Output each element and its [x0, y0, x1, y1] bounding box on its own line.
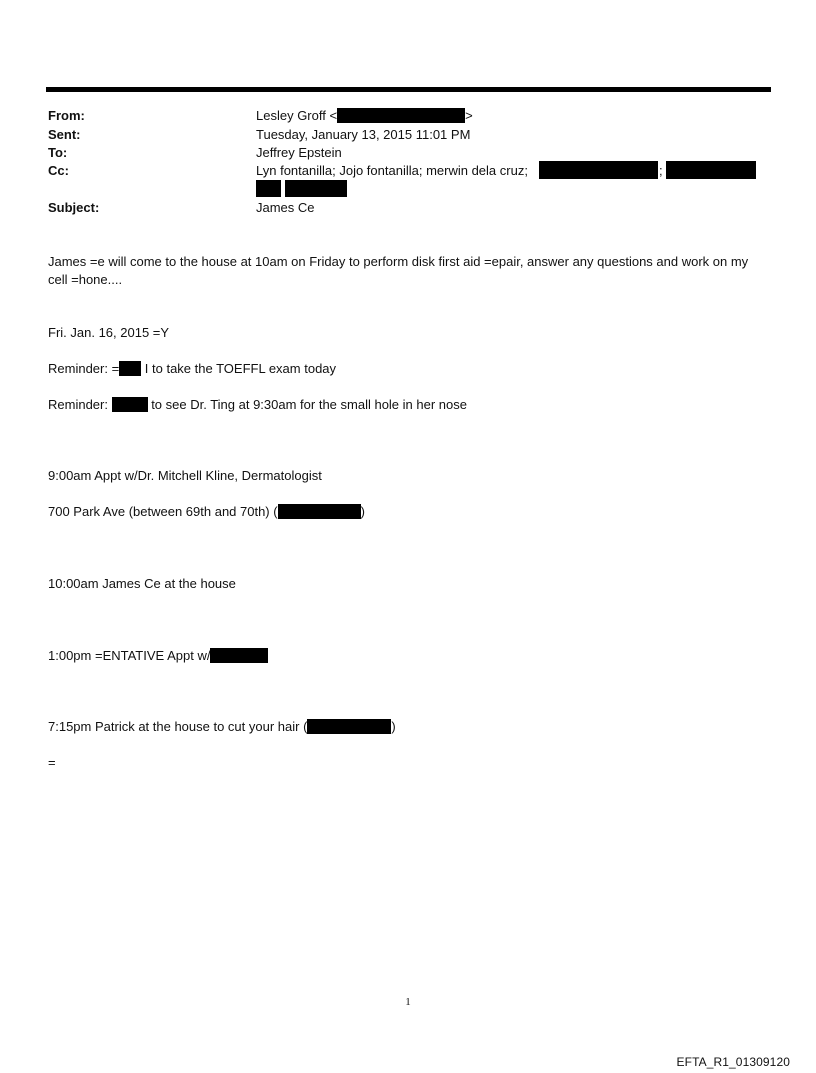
redaction-box: [307, 719, 391, 734]
redaction-box: [278, 504, 361, 519]
cc-separator: ;: [659, 163, 663, 178]
page-number: 1: [405, 996, 411, 1008]
from-name: Lesley Groff <: [256, 108, 338, 123]
reminder-2-prefix: Reminder:: [48, 397, 112, 412]
from-label: From:: [48, 108, 85, 123]
address-text: 700 Park Ave (between 69th and 70th) (: [48, 504, 278, 519]
date-line: Fri. Jan. 16, 2015 =Y: [48, 325, 170, 340]
redaction-box: [119, 361, 141, 376]
subject-label: Subject:: [48, 200, 100, 215]
cc-names: Lyn fontanilla; Jojo fontanilla; merwin dela cruz;: [256, 163, 528, 178]
reminder-line-1: [48, 360, 336, 378]
to-label: To:: [48, 145, 68, 160]
to-value: Jeffrey Epstein: [256, 145, 342, 160]
redaction-box: [337, 108, 465, 123]
appointment-4-text: 7:15pm Patrick at the house to cut your hair (: [48, 719, 308, 734]
subject-value: James Ce: [256, 200, 315, 215]
sent-value: Tuesday, January 13, 2015 11:01 PM: [256, 127, 471, 142]
redaction-box: [256, 180, 281, 197]
reminder-1-text: I to take the TOEFFL exam today: [141, 361, 337, 376]
from-value: [256, 108, 473, 124]
from-close: >: [465, 108, 473, 123]
appointment-line-1: 9:00am Appt w/Dr. Mitchell Kline, Dermatologist: [48, 468, 322, 483]
redaction-box: [666, 161, 756, 179]
reminder-2-text: to see Dr. Ting at 9:30am for the small hole in her nose: [147, 397, 467, 412]
redaction-box: [210, 648, 268, 663]
trailer-line: =: [48, 755, 56, 770]
cc-label: Cc:: [48, 163, 69, 178]
address-line: [48, 503, 365, 521]
reminder-line-2: [48, 396, 467, 414]
header-divider: [46, 87, 771, 92]
appointment-4-close: ): [391, 719, 396, 734]
intro-paragraph: James =e will come to the house at 10am on Friday to perform disk first aid =epair, answer any questions and work on my cell =hone....: [48, 254, 749, 287]
redaction-box: [112, 397, 148, 412]
appointment-line-4: [48, 718, 396, 736]
document-id: EFTA_R1_01309120: [676, 1055, 790, 1069]
appointment-line-3: [48, 647, 268, 665]
reminder-1-prefix: Reminder: =: [48, 361, 120, 376]
address-close: ): [360, 504, 365, 519]
appointment-3-text: 1:00pm =ENTATIVE Appt w/: [48, 648, 211, 663]
redaction-box: [285, 180, 347, 197]
cc-value: [256, 163, 528, 179]
sent-label: Sent:: [48, 127, 81, 142]
redaction-box: [539, 161, 658, 179]
appointment-line-2: 10:00am James Ce at the house: [48, 576, 236, 591]
